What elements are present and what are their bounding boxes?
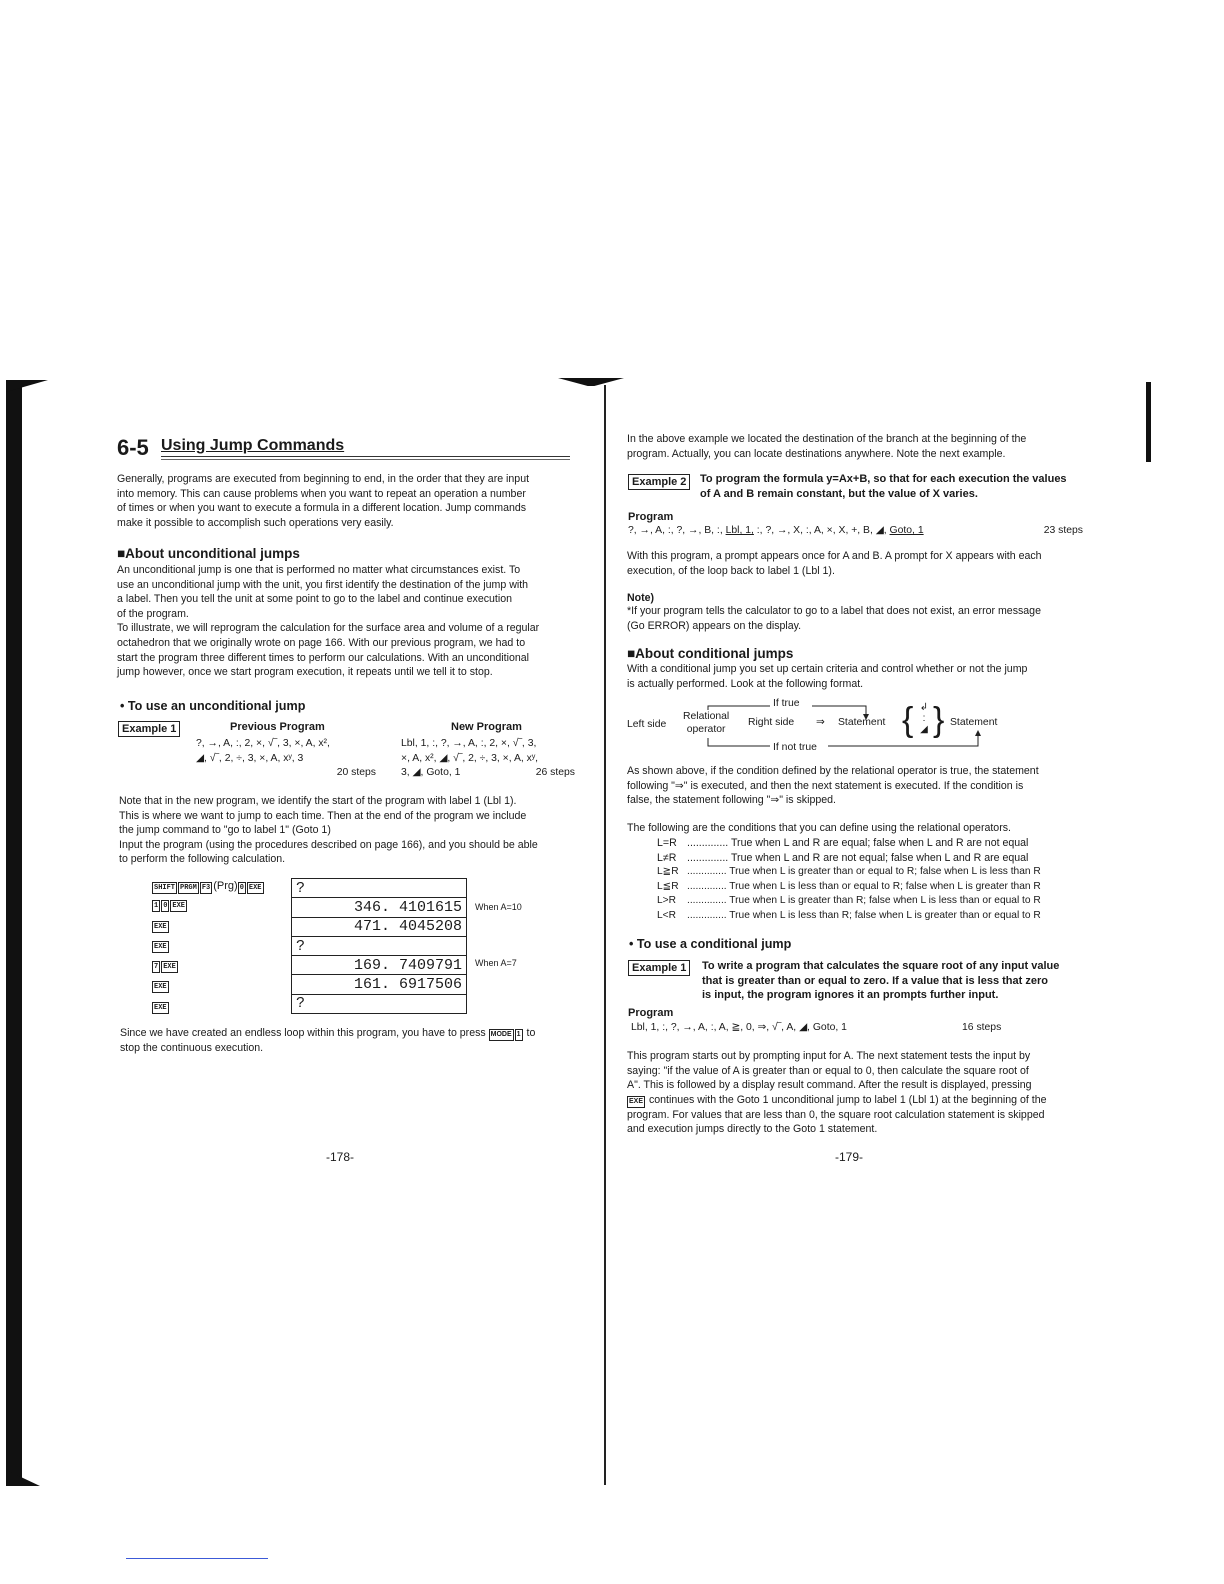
key-row (152, 900, 287, 920)
dot-leader: .............. (687, 866, 727, 878)
program2-line: Lbl, 1, :, ?, →, A, :, A, ≧, 0, ⇒, √‾, A, ◢, Goto, 1 (631, 1022, 847, 1033)
relational-operator-label (683, 710, 729, 736)
text-line: An unconditional jump is one that is performed no matter what circumstances exist. To (117, 564, 521, 576)
text-line: following "⇒" is executed, and then the next statement is executed. If the condition is (627, 779, 1024, 792)
step-count: 23 steps (1043, 525, 1083, 536)
section-number: 6-5 (117, 435, 149, 460)
program-label-fragment: Lbl, 1, (725, 525, 754, 536)
key-row (152, 961, 287, 981)
text-line: As shown above, if the condition defined by the relational operator is true, the statement (627, 765, 1039, 777)
example-2-label: Example 2 (628, 474, 690, 490)
condition-op: L=R (657, 837, 677, 849)
text-line: (Go ERROR) appears on the display. (627, 619, 802, 632)
intro-paragraph (117, 472, 577, 530)
condition-desc: True when L is less than R; false when L is greater than or equal to R (729, 909, 1041, 921)
text-line: A". This is followed by a display result command. After the result is displayed, pressing (627, 1079, 1032, 1092)
key-row (152, 941, 287, 961)
text-line (120, 1026, 590, 1041)
condition-row (657, 880, 1087, 895)
text-span: to (526, 1027, 536, 1039)
text-line: into memory. This can cause problems when you want to repeat an operation a number (117, 487, 526, 500)
key-sequence (152, 880, 287, 1022)
text-line: of times or when you want to execute a formula in a different location. Jump commands (117, 502, 527, 515)
display-cell: 169. 7409791 (292, 956, 467, 975)
unconditional-paragraph (117, 563, 577, 680)
right-brace: } (933, 701, 945, 739)
display-cell: ? (292, 936, 467, 955)
text-line: the jump command to "go to label 1" (Goto 1) (119, 824, 331, 837)
program-line (628, 524, 924, 539)
program-goto-fragment: Goto, 1 (889, 525, 924, 536)
text-line: a label. Then you tell the unit at some point to go to the label and continue execution (117, 593, 512, 606)
program-fragment: ?, →, A, :, ?, →, B, :, (628, 525, 723, 536)
text-line: Note that in the new program, we identify the start of the program with label 1 (Lbl 1). (119, 795, 517, 807)
display-cell: ? (292, 879, 467, 898)
zero-key: 0 (163, 902, 168, 911)
title-rule-2 (161, 459, 570, 460)
program-row (628, 524, 1083, 539)
display-row (292, 994, 467, 1013)
text-line: saying: "if the value of A is greater than or equal to 0, then calculate the square root of (627, 1064, 1029, 1077)
prompt-paragraph (627, 549, 1087, 578)
previous-program (196, 737, 376, 781)
text-line: To write a program that calculates the square root of any input value (702, 960, 1060, 972)
brace-item: ◢ (920, 724, 928, 735)
program-heading: Program (628, 511, 674, 523)
condition-op: L≠R (657, 851, 677, 864)
dot-leader: .............. (687, 909, 727, 921)
exe-key: EXE (154, 1003, 167, 1012)
display-cell: 346. 4101615 (292, 898, 467, 917)
step-count: 20 steps (336, 767, 376, 778)
text-line: Input the program (using the procedures described on page 166), and you should be able (119, 838, 538, 851)
text-line: With a conditional jump you set up certain criteria and control whether or not the jump (627, 663, 1028, 675)
conditions-intro: The following are the conditions that you can define using the relational operators. (627, 822, 1011, 834)
new-program-heading: New Program (451, 721, 522, 733)
note-text (627, 604, 1087, 633)
example-2-title (700, 472, 1067, 501)
text-line: to perform the following calculation. (119, 853, 286, 866)
exe-key: EXE (154, 942, 167, 951)
false-path-left (708, 738, 770, 746)
conditions-list (657, 836, 1087, 924)
key-row (152, 880, 287, 900)
seven-key: 7 (154, 963, 159, 972)
text-line: To illustrate, we will reprogram the calculation for the surface area and volume of a regular (117, 622, 540, 635)
condition-desc: True when L is greater than R; false when L is less than or equal to R (729, 895, 1041, 907)
program-line: ?, →, A, :, 2, ×, √‾, 3, ×, A, x², (196, 738, 330, 749)
one-key: 1 (515, 1029, 523, 1041)
text-line: make it possible to accomplish such operations very easily. (117, 516, 394, 529)
condition-row (657, 909, 1087, 924)
page-number-right: -179- (835, 1150, 864, 1164)
conditional-paragraph (627, 662, 1087, 691)
text-line: In the above example we located the destination of the branch at the beginning of the (627, 433, 1027, 445)
condition-op: L≧R (657, 866, 679, 878)
text-line: stop the continuous execution. (120, 1042, 264, 1054)
left-side-label: Left side (627, 719, 667, 730)
text-line: of A and B remain constant, but the value of X varies. (700, 487, 978, 500)
display-row (292, 917, 467, 936)
program-fragment: :, ?, →, X, :, A, ×, X, +, B, ◢, (756, 525, 887, 536)
program-line: Lbl, 1, :, ?, →, A, :, 2, ×, √‾, 3, (401, 738, 537, 749)
dot-leader: .............. (687, 837, 729, 849)
page-gutter (604, 385, 606, 1485)
scan-edge-left-bottom (6, 1470, 40, 1486)
program2-heading: Program (628, 1007, 674, 1019)
statement-label-2: Statement (950, 717, 998, 728)
previous-program-heading: Previous Program (230, 721, 325, 733)
right-side-label: Right side (748, 717, 795, 728)
display-row (292, 936, 467, 955)
key-row (152, 1002, 287, 1022)
text-line: is input, the program ignores it an prompts further input. (702, 989, 999, 1002)
text-span: continues with the Goto 1 unconditional jump to label 1 (Lbl 1) at the beginning of the (648, 1093, 1047, 1106)
text-line: is actually performed. Look at the following format. (627, 677, 864, 690)
calculator-display (291, 878, 467, 1014)
key-annotation: (Prg) (213, 880, 238, 892)
condition-row (657, 865, 1087, 880)
condition-desc: True when L is greater than or equal to R; false when L is less than R (729, 866, 1041, 878)
dot-leader: .............. (687, 895, 727, 907)
example-1-label: Example 1 (118, 721, 180, 737)
f3-key: F3 (201, 884, 211, 892)
key-row (152, 921, 287, 941)
if-not-true-label: If not true (773, 742, 817, 753)
bottom-line (126, 1558, 268, 1559)
condition-row (657, 894, 1087, 909)
brace-contents (918, 702, 930, 735)
gutter-mark (558, 378, 624, 386)
display-cell: 471. 4045208 (292, 917, 467, 936)
text-line: operator (686, 724, 726, 735)
condition-op: L>R (657, 895, 676, 907)
dot-leader: .............. (687, 880, 727, 892)
condition-op: L≦R (657, 880, 679, 892)
display-cell: ? (292, 994, 467, 1013)
exe-key: EXE (627, 1096, 645, 1108)
program-line: ×, A, x², ◢, √‾, 2, ÷, 3, ×, A, xʸ, (401, 752, 539, 764)
implies-arrow: ⇒ (816, 717, 825, 728)
text-line: program. For values that are less than 0, the square root calculation statement is skipped (627, 1108, 1045, 1121)
text-line: Generally, programs are executed from beginning to end, in the order that they are input (117, 473, 530, 485)
mode-key: MODE (489, 1029, 514, 1041)
text-line: This program starts out by prompting input for A. The next statement tests the input by (627, 1050, 1031, 1062)
shift-key: SHIFT (154, 884, 176, 892)
condition-desc: True when L and R are not equal; false when L and R are equal (730, 851, 1029, 864)
condition-row (657, 851, 1087, 866)
text-line: *If your program tells the calculator to go to a label that does not exist, an error message (627, 605, 1041, 617)
example-1-title (702, 959, 1059, 1003)
unconditional-heading: ■About unconditional jumps (117, 546, 300, 561)
text-line: program. Actually, you can locate destinations anywhere. Note the next example. (627, 447, 1006, 460)
condition-row (657, 836, 1087, 851)
stop-paragraph (120, 1026, 590, 1056)
text-line: This is where we want to jump to each time. Then at the end of the program we include (119, 809, 527, 822)
one-key: 1 (154, 902, 159, 911)
key-row (152, 981, 287, 1001)
note-paragraph (119, 794, 579, 867)
example-1-label-right: Example 1 (628, 960, 690, 976)
text-line (627, 1093, 1087, 1108)
text-line: octahedron that we originally wrote on page 166. With our previous program, we had to (117, 636, 526, 649)
when-a10-note: When A=10 (475, 902, 522, 912)
text-line: start the program three different times to perform our calculations. With an unconditional (117, 651, 529, 664)
dot-leader: .............. (687, 851, 729, 864)
display-row (292, 975, 467, 994)
scan-edge-right (1146, 382, 1151, 462)
text-line: use an unconditional jump with the unit, you first identify the destination of the jump with (117, 578, 529, 591)
exe-key: EXE (154, 983, 167, 992)
text-line: jump however, once we start program execution, it repeats until we tell it to stop. (117, 666, 493, 679)
brace-item: ↲ (919, 702, 929, 713)
shown-paragraph (627, 764, 1087, 808)
text-line: that is greater than or equal to zero. If a value that is less that zero (702, 974, 1048, 987)
condition-op: L<R (657, 909, 676, 921)
condition-desc: True when L and R are equal; false when L and R are not equal (730, 837, 1029, 849)
section-title: Using Jump Commands (161, 437, 345, 454)
zero-key: 0 (239, 884, 244, 892)
exe-key: EXE (154, 922, 167, 931)
when-a7-note: When A=7 (475, 958, 517, 968)
text-line: of the program. (117, 607, 189, 620)
use-unconditional-heading: • To use an unconditional jump (120, 699, 306, 713)
text-line: and execution jumps directly to the Goto 1 statement. (627, 1123, 878, 1136)
text-line: execution, of the loop back to label 1 (Lbl 1). (627, 564, 835, 577)
program-last-row (401, 766, 575, 781)
exe-key: EXE (172, 902, 186, 911)
exe-key: EXE (163, 963, 176, 972)
prgm-key: PRGM (180, 884, 197, 892)
scan-edge-left (6, 380, 22, 1486)
display-row (292, 879, 467, 898)
right-intro (627, 432, 1087, 461)
program2-steps: 16 steps (962, 1022, 1002, 1033)
text-line: false, the statement following "⇒" is skipped. (627, 794, 836, 807)
display-cell: 161. 6917506 (292, 975, 467, 994)
step-count: 26 steps (535, 767, 575, 778)
title-rule (161, 456, 570, 457)
left-brace: { (902, 701, 914, 739)
page-number-left: -178- (326, 1150, 355, 1164)
final-paragraph (627, 1049, 1087, 1137)
if-true-label: If true (773, 698, 800, 709)
false-arrowhead (975, 730, 981, 736)
program-line: 3, ◢, Goto, 1 (401, 767, 461, 778)
use-conditional-heading: • To use a conditional jump (629, 937, 792, 951)
text-line: Relational (683, 711, 730, 722)
text-line: To program the formula y=Ax+B, so that for each execution the values (700, 473, 1067, 485)
exe-key: EXE (248, 884, 262, 892)
conditional-heading: ■About conditional jumps (627, 646, 794, 661)
note-heading: Note) (627, 592, 655, 604)
statement-label: Statement (838, 717, 886, 728)
program-line: ◢, √‾, 2, ÷, 3, ×, A, xʸ, 3 (196, 752, 304, 764)
display-row (292, 956, 467, 975)
display-row (292, 898, 467, 917)
condition-desc: True when L is less than or equal to R; false when L is greater than R (729, 880, 1041, 892)
new-program (401, 737, 575, 781)
text-line: With this program, a prompt appears once for A and B. A prompt for X appears with each (627, 550, 1042, 562)
text-span: Since we have created an endless loop within this program, you have to press (120, 1027, 486, 1039)
brace-item: : (922, 713, 926, 724)
